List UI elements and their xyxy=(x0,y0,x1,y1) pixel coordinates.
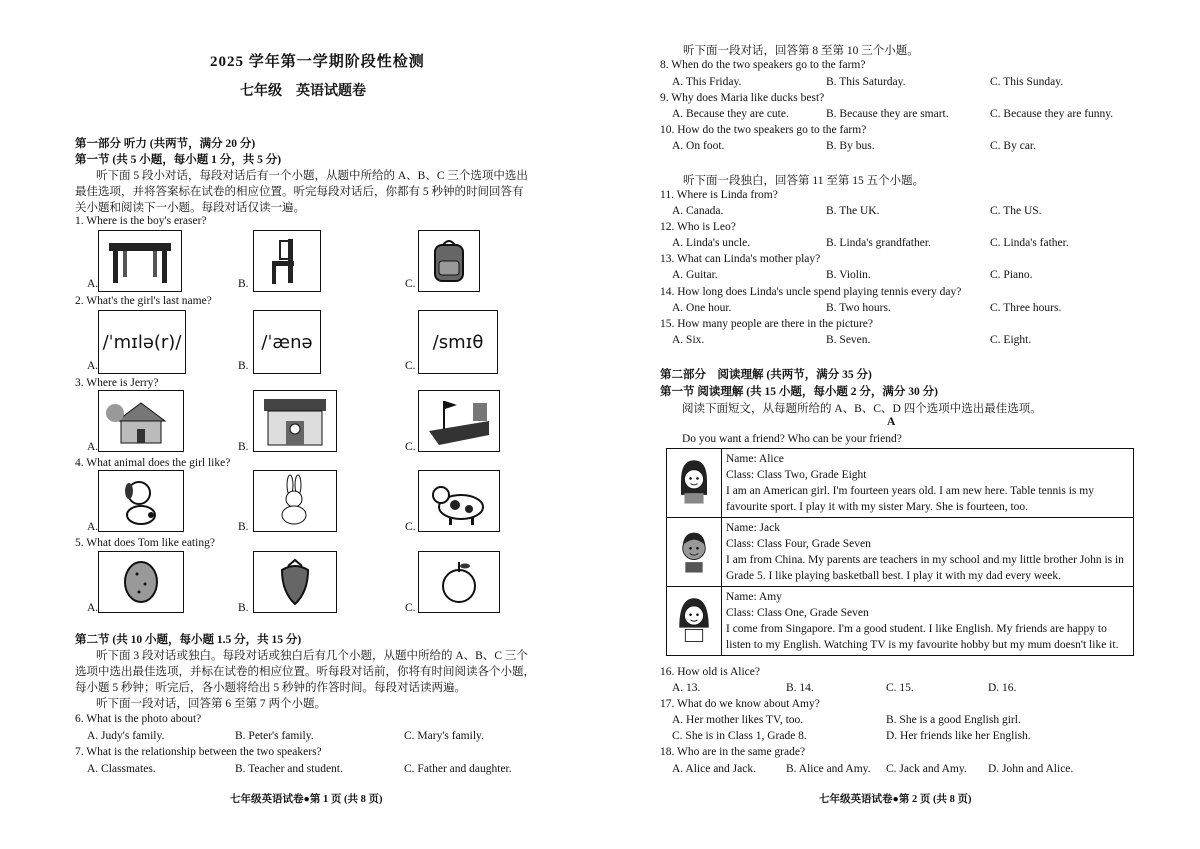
amy-name: Name: Amy xyxy=(726,591,782,603)
part2-heading: 第二部分 阅读理解 (共两节，满分 35 分) xyxy=(660,369,872,381)
question-17: 17. What do we know about Amy? xyxy=(660,698,820,710)
q17-option-a[interactable]: A. Her mother likes TV, too. xyxy=(672,714,804,726)
jack-avatar xyxy=(667,518,722,587)
q18-option-b[interactable]: B. Alice and Amy. xyxy=(786,763,871,775)
section1-instr-1: 听下面 5 段小对话，每段对话后有一个小题，从题中所给的 A、B、C 三个选项中选出 xyxy=(96,170,528,182)
q16-option-d[interactable]: D. 16. xyxy=(988,682,1017,694)
question-2: 2. What's the girl's last name? xyxy=(75,295,212,307)
question-7: 7. What is the relationship between the two speakers? xyxy=(75,746,322,758)
dog-picture[interactable] xyxy=(98,470,184,532)
q18-option-d[interactable]: D. John and Alice. xyxy=(988,763,1074,775)
amy-class: Class: Class One, Grade Seven xyxy=(726,607,869,619)
alice-info xyxy=(722,449,1134,518)
q11-option-a[interactable]: A. Canada. xyxy=(672,205,724,217)
part2-section1-heading: 第一节 阅读理解 (共 15 小题，每小题 2 分，满分 30 分) xyxy=(660,386,938,398)
question-3: 3. Where is Jerry? xyxy=(75,377,159,389)
monologue-instr: 听下面一段独白，回答第 11 至第 15 五个小题。 xyxy=(683,175,925,187)
q16-option-b[interactable]: B. 14. xyxy=(786,682,814,694)
q16-option-c[interactable]: C. 15. xyxy=(886,682,914,694)
phonetic-card-c[interactable] xyxy=(418,310,498,374)
option-a-label: A. xyxy=(87,278,99,290)
option-a-label: A. xyxy=(87,441,99,453)
q10-option-a[interactable]: A. On foot. xyxy=(672,140,725,152)
alice-class: Class: Class Two, Grade Eight xyxy=(726,469,867,481)
section2-instr-2: 选项中选出最佳选项，并标在试卷的相应位置。听每段对话前，你将有时间阅读各个小题， xyxy=(75,666,535,678)
q7-option-c[interactable]: C. Father and daughter. xyxy=(404,763,512,775)
q16-option-a[interactable]: A. 13. xyxy=(672,682,701,694)
section2-heading: 第二节 (共 10 小题，每小题 1.5 分，共 15 分) xyxy=(75,634,302,646)
option-b-label: B. xyxy=(238,521,249,533)
jack-text: I am from China. My parents are teachers in my school and my little brother John is in Grade 5. I like playing basketball best. I play it with my dad every week. xyxy=(726,554,1124,582)
question-9: 9. Why does Maria like ducks best? xyxy=(660,92,825,104)
page-subtitle: 七年级 英语试题卷 xyxy=(240,84,366,99)
cow-picture[interactable] xyxy=(418,470,500,532)
section1-instr-2: 最佳选项，并将答案标在试卷的相应位置。听完每段对话后，你都有 5 秒钟的时间回答有 xyxy=(75,186,524,198)
q15-option-a[interactable]: A. Six. xyxy=(672,334,705,346)
question-16: 16. How old is Alice? xyxy=(660,666,760,678)
option-b-label: B. xyxy=(238,360,249,372)
house-picture[interactable] xyxy=(98,390,184,452)
q18-option-a[interactable]: A. Alice and Jack. xyxy=(672,763,756,775)
building-picture[interactable] xyxy=(253,390,337,452)
q9-option-a[interactable]: A. Because they are cute. xyxy=(672,108,789,120)
alice-avatar xyxy=(667,449,722,518)
page-footer: 七年级英语试卷●第 1 页 (共 8 页) xyxy=(230,794,383,805)
q14-option-a[interactable]: A. One hour. xyxy=(672,302,732,314)
q18-option-c[interactable]: C. Jack and Amy. xyxy=(886,763,967,775)
q13-option-a[interactable]: A. Guitar. xyxy=(672,269,718,281)
question-4: 4. What animal does the girl like? xyxy=(75,457,231,469)
question-11: 11. Where is Linda from? xyxy=(660,189,778,201)
option-b-label: B. xyxy=(238,441,249,453)
q8-option-a[interactable]: A. This Friday. xyxy=(672,76,742,88)
q11-option-b[interactable]: B. The UK. xyxy=(826,205,880,217)
question-1: 1. Where is the boy's eraser? xyxy=(75,215,207,227)
playground-picture[interactable] xyxy=(418,390,500,452)
q6-option-a[interactable]: A. Judy's family. xyxy=(87,730,165,742)
alice-text: I am an American girl. I'm fourteen years old. I am new here. Table tennis is my favourite sport. I play it with my sister Mary. She is fourteen, too. xyxy=(726,485,1094,513)
jack-class: Class: Class Four, Grade Seven xyxy=(726,538,871,550)
option-c-label: C. xyxy=(405,360,416,372)
q13-option-c[interactable]: C. Piano. xyxy=(990,269,1033,281)
amy-info xyxy=(722,587,1134,656)
question-18: 18. Who are in the same grade? xyxy=(660,746,806,758)
amy-avatar xyxy=(667,587,722,656)
q10-option-b[interactable]: B. By bus. xyxy=(826,140,875,152)
phonetic-b: /ˈænə xyxy=(261,331,313,353)
page-2 xyxy=(600,0,1200,849)
amy-text: I come from Singapore. I'm a good student. I like English. My friends are happy to listen to my English. Watching TV is my favourite hobby but my mum doesn't like it. xyxy=(726,623,1119,651)
q17-option-b[interactable]: B. She is a good English girl. xyxy=(886,714,1021,726)
q14-option-c[interactable]: C. Three hours. xyxy=(990,302,1062,314)
option-a-label: A. xyxy=(87,602,99,614)
q6-option-c[interactable]: C. Mary's family. xyxy=(404,730,484,742)
passage-label: A xyxy=(887,416,896,428)
option-a-label: A. xyxy=(87,360,99,372)
section1-instr-3: 关小题和阅读下一小题。每段对话仅读一遍。 xyxy=(75,202,305,214)
question-13: 13. What can Linda's mother play? xyxy=(660,253,821,265)
option-a-label: A. xyxy=(87,521,99,533)
option-c-label: C. xyxy=(405,441,416,453)
q8-option-c[interactable]: C. This Sunday. xyxy=(990,76,1064,88)
phonetic-card-a[interactable] xyxy=(98,310,186,374)
jack-name: Name: Jack xyxy=(726,522,780,534)
passage-intro: Do you want a friend? Who can be your friend? xyxy=(682,433,902,445)
q9-option-b[interactable]: B. Because they are smart. xyxy=(826,108,949,120)
dialog2-instr: 听下面一段对话，回答第 8 至第 10 三个小题。 xyxy=(683,45,919,57)
option-c-label: C. xyxy=(405,278,416,290)
part2-instr: 阅读下面短文，从每题所给的 A、B、C、D 四个选项中选出最佳选项。 xyxy=(682,403,1042,415)
page-title: 2025 学年第一学期阶段性检测 xyxy=(210,54,425,70)
section2-instr-3: 每小题 5 秒钟；听完后，各小题将给出 5 秒钟的作答时间。每段对话读两遍。 xyxy=(75,682,466,694)
q17-option-c[interactable]: C. She is in Class 1, Grade 8. xyxy=(672,730,807,742)
option-b-label: B. xyxy=(238,278,249,290)
alice-name: Name: Alice xyxy=(726,453,784,465)
q7-option-b[interactable]: B. Teacher and student. xyxy=(235,763,343,775)
q13-option-b[interactable]: B. Violin. xyxy=(826,269,871,281)
q17-option-d[interactable]: D. Her friends like her English. xyxy=(886,730,1031,742)
q6-option-b[interactable]: B. Peter's family. xyxy=(235,730,314,742)
q15-option-b[interactable]: B. Seven. xyxy=(826,334,871,346)
part1-heading: 第一部分 听力 (共两节，满分 20 分) xyxy=(75,138,256,150)
schoolbag-picture[interactable] xyxy=(418,230,480,292)
page-footer: 七年级英语试卷●第 2 页 (共 8 页) xyxy=(819,794,972,805)
dialog1-instr: 听下面一段对话，回答第 6 至第 7 两个小题。 xyxy=(96,698,326,710)
q15-option-c[interactable]: C. Eight. xyxy=(990,334,1032,346)
apple-picture[interactable] xyxy=(418,551,500,613)
q12-option-a[interactable]: A. Linda's uncle. xyxy=(672,237,751,249)
friend-row-amy xyxy=(667,587,1134,656)
q14-option-b[interactable]: B. Two hours. xyxy=(826,302,891,314)
section2-instr-1: 听下面 3 段对话或独白。每段对话或独白后有几个小题，从题中所给的 A、B、C 三个 xyxy=(96,650,528,662)
option-c-label: C. xyxy=(405,521,416,533)
friend-row-alice xyxy=(667,449,1134,518)
q12-option-b[interactable]: B. Linda's grandfather. xyxy=(826,237,931,249)
table-picture[interactable] xyxy=(98,230,182,292)
question-14: 14. How long does Linda's uncle spend playing tennis every day? xyxy=(660,286,962,298)
section1-heading: 第一节 (共 5 小题，每小题 1 分，共 5 分) xyxy=(75,154,282,166)
q8-option-b[interactable]: B. This Saturday. xyxy=(826,76,906,88)
question-10: 10. How do the two speakers go to the farm? xyxy=(660,124,867,136)
option-b-label: B. xyxy=(238,602,249,614)
friend-row-jack xyxy=(667,518,1134,587)
question-8: 8. When do the two speakers go to the farm? xyxy=(660,59,866,71)
strawberry-picture[interactable] xyxy=(253,551,337,613)
question-12: 12. Who is Leo? xyxy=(660,221,736,233)
q12-option-c[interactable]: C. Linda's father. xyxy=(990,237,1069,249)
phonetic-a: /ˈmɪlə(r)/ xyxy=(102,331,182,353)
q11-option-c[interactable]: C. The US. xyxy=(990,205,1042,217)
rabbit-picture[interactable] xyxy=(253,470,337,532)
phonetic-card-b[interactable] xyxy=(253,310,321,374)
friends-table xyxy=(666,448,1134,656)
q9-option-c[interactable]: C. Because they are funny. xyxy=(990,108,1114,120)
question-6: 6. What is the photo about? xyxy=(75,713,202,725)
q7-option-a[interactable]: A. Classmates. xyxy=(87,763,156,775)
potato-picture[interactable] xyxy=(98,551,184,613)
question-5: 5. What does Tom like eating? xyxy=(75,537,215,549)
phonetic-c: /smɪθ xyxy=(432,331,484,353)
chair-picture[interactable] xyxy=(253,230,321,292)
q10-option-c[interactable]: C. By car. xyxy=(990,140,1036,152)
jack-info xyxy=(722,518,1134,587)
option-c-label: C. xyxy=(405,602,416,614)
question-15: 15. How many people are there in the picture? xyxy=(660,318,873,330)
